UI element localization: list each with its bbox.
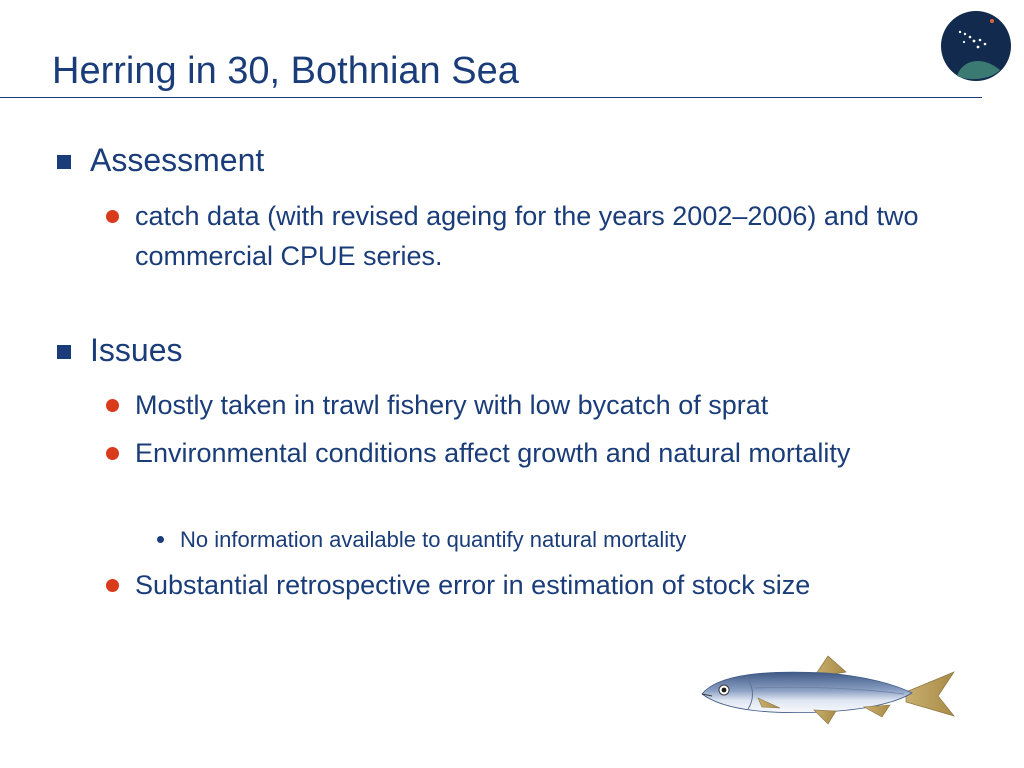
square-bullet-icon <box>57 345 71 359</box>
slide-title: Herring in 30, Bothnian Sea <box>52 50 519 92</box>
bullet-text: Mostly taken in trawl fishery with low bycatch of sprat <box>135 390 769 420</box>
round-bullet-icon <box>106 579 119 592</box>
round-bullet-icon <box>106 447 119 460</box>
sub-bullet-text: No information available to quantify natural mortality <box>180 527 687 552</box>
small-bullet-icon <box>157 536 164 543</box>
bullet-item <box>105 385 925 425</box>
bullet-item <box>105 196 925 276</box>
round-bullet-icon <box>106 399 119 412</box>
bullet-item <box>105 565 925 605</box>
section-heading: Assessment <box>90 142 265 178</box>
bullet-text: Environmental conditions affect growth and natural mortality <box>135 438 851 468</box>
organisation-logo-icon <box>940 10 1012 82</box>
square-bullet-icon <box>57 155 71 169</box>
bullet-item <box>105 433 925 473</box>
section-heading: Issues <box>90 332 183 368</box>
bullet-text: catch data (with revised ageing for the years 2002–2006) and two commercial CPUE series. <box>135 201 919 271</box>
title-divider <box>0 97 982 98</box>
bullet-text: Substantial retrospective error in estimation of stock size <box>135 570 811 600</box>
herring-fish-icon <box>696 652 958 734</box>
round-bullet-icon <box>106 210 119 223</box>
